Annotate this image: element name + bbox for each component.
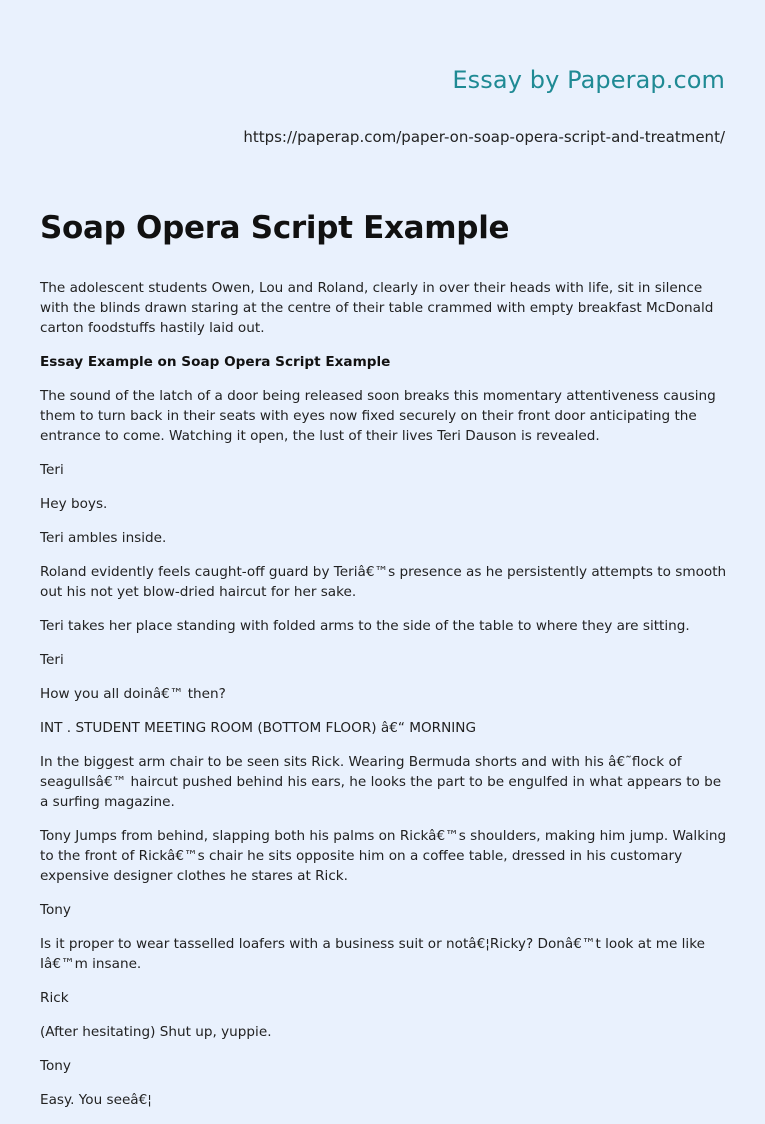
paragraph: In the biggest arm chair to be seen sits Rick. Wearing Bermuda shorts and with his â€˜flock of seagullsâ€™ haircut pushed behind his ears, he looks the part to be engulfed in what appears to be a surfing magazine. xyxy=(40,754,722,810)
scene-heading: INT . STUDENT MEETING ROOM (BOTTOM FLOOR) â€“ MORNING xyxy=(40,720,476,736)
site-brand[interactable]: Essay by Paperap.com xyxy=(452,66,725,94)
page-title: Soap Opera Script Example xyxy=(40,210,510,246)
essay-example-heading: Essay Example on Soap Opera Script Example xyxy=(40,354,391,370)
speaker-name: Teri xyxy=(40,652,64,668)
speaker-name: Tony xyxy=(40,1058,71,1074)
speaker-name: Tony xyxy=(40,902,71,918)
dialogue-line: (After hesitating) Shut up, yuppie. xyxy=(40,1024,272,1040)
dialogue-line: Is it proper to wear tasselled loafers with a business suit or notâ€¦Ricky? Donâ€™t look at me like Iâ€™m insane. xyxy=(40,936,705,972)
dialogue-line: How you all doinâ€™ then? xyxy=(40,686,226,702)
paragraph: Roland evidently feels caught-off guard by Teriâ€™s presence as he persistently attempts to smooth out his not yet blow-dried haircut for her sake. xyxy=(40,564,727,600)
dialogue-line: Hey boys. xyxy=(40,496,108,512)
dialogue-line: Easy. You seeâ€¦ xyxy=(40,1092,152,1108)
paragraph: Tony Jumps from behind, slapping both his palms on Rickâ€™s shoulders, making him jump. Walking to the front of Rickâ€™s chair he sits opposite him on a coffee table, dressed in his customary expensive designer clothes he stares at Rick. xyxy=(40,828,727,884)
article-body xyxy=(40,278,728,1124)
paragraph: The sound of the latch of a door being released soon breaks this momentary attentiveness causing them to turn back in their seats with eyes now fixed securely on their front door anticipating the entrance to come. Watching it open, the lust of their lives Teri Dauson is revealed. xyxy=(40,388,716,444)
paragraph: Teri takes her place standing with folded arms to the side of the table to where they are sitting. xyxy=(40,618,690,634)
paragraph: Teri ambles inside. xyxy=(40,530,167,546)
speaker-name: Rick xyxy=(40,990,69,1006)
speaker-name: Teri xyxy=(40,462,64,478)
source-url[interactable]: https://paperap.com/paper-on-soap-opera-script-and-treatment/ xyxy=(243,128,725,146)
paragraph: The adolescent students Owen, Lou and Roland, clearly in over their heads with life, sit in silence with the blinds drawn staring at the centre of their table crammed with empty breakfast McDonald carton foodstuffs hastily laid out. xyxy=(40,280,714,336)
